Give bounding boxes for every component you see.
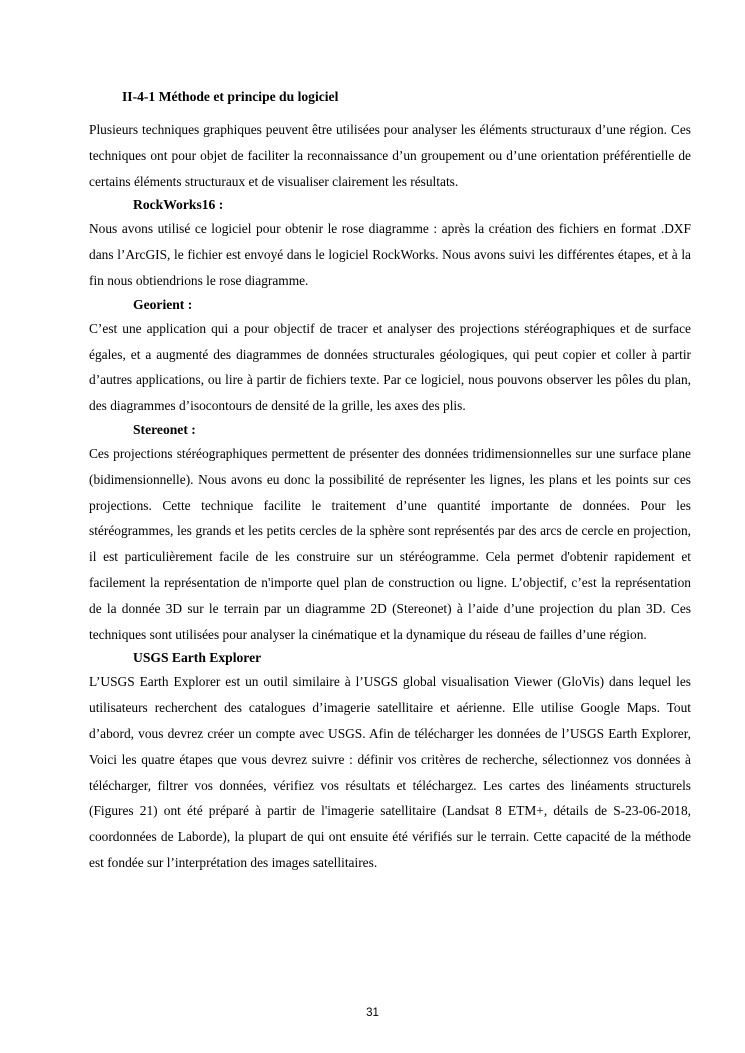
georient-paragraph: C’est une application qui a pour objectif de tracer et analyser des projections stéréographiques et de surface égales, et a augmenté des diagrammes de données structurales géologiques, qui peut copier et coller à partir d’autres applications, ou lire à partir de fichiers texte. Par ce logiciel, nous pouvons observer les pôles du plan, des diagrammes d’isocontours de densité de la grille, les axes des plis. (89, 320, 691, 414)
intro-paragraph: Plusieurs techniques graphiques peuvent être utilisées pour analyser les éléments structuraux d’une région. Ces techniques ont pour objet de faciliter la reconnaissance d’un groupement ou d’une orientation préférentielle de certains éléments structuraux et de visualiser clairement les résultats. (89, 122, 691, 189)
usgs-paragraph: L’USGS Earth Explorer est un outil similaire à l’USGS global visualisation Viewer (GloVis) dans lequel les utilisateurs recherchent des catalogues d’imagerie satellitaire et aérienne. Elle utilise Google Maps. Tout d’abord, vous devrez créer un compte avec USGS. Afin de télécharger les données de l’USGS Earth Explorer, Voici les quatre étapes que vous devrez suivre : définir vos critères de recherche, sélectionnez vos données à télécharger, filtrer vos données, vérifiez vos résultats et téléchargez. Les cartes des linéaments structurels (Figures 21) ont été préparé à partir de l'imagerie satellitaire (Landsat 8 ETM+, détails de S-23-06-2018, coordonnées de Laborde), la plupart de qui ont ensuite été vérifiés sur le terrain. Cette capacité de la méthode est fondée sur l’interprétation des images satellitaires. (89, 674, 691, 870)
usgs-heading: USGS Earth Explorer (133, 650, 262, 666)
page-content (89, 87, 691, 876)
stereonet-paragraph: Ces projections stéréographiques permettent de présenter des données tridimensionnelles sur une surface plane (bidimensionnelle). Nous avons eu donc la possibilité de représenter les lignes, les plans et les points sur ces projections. Cette technique facilite le traitement d’une quantité importante de données. Pour les stéréogrammes, les grands et les petits cercles de la sphère sont représentés par des arcs de cercle en projection, il est particulièrement facile de les construire sur un stéréogramme. Cela permet d'obtenir rapidement et facilement la représentation de n'importe quel plan de construction ou ligne. L’objectif, c’est la représentation de la donnée 3D sur le terrain par un diagramme 2D (Stereonet) à l’aide d’une projection du plan 3D. Ces techniques sont utilisées pour analyser la cinématique et la dynamique du réseau de failles d’une région. (89, 445, 691, 642)
rockworks-paragraph: Nous avons utilisé ce logiciel pour obtenir le rose diagramme : après la création des fichiers en format .DXF dans l’ArcGIS, le fichier est envoyé dans le logiciel RockWorks. Nous avons suivi les différentes étapes, et à la fin nous obtiendrions le rose diagramme. (89, 221, 691, 288)
stereonet-heading: Stereonet : (133, 421, 196, 437)
rockworks-heading: RockWorks16 : (133, 197, 224, 213)
page-number: 31 (366, 1007, 379, 1019)
georient-heading: Georient : (133, 296, 193, 312)
section-title: II-4-1 Méthode et principe du logiciel (122, 89, 339, 104)
